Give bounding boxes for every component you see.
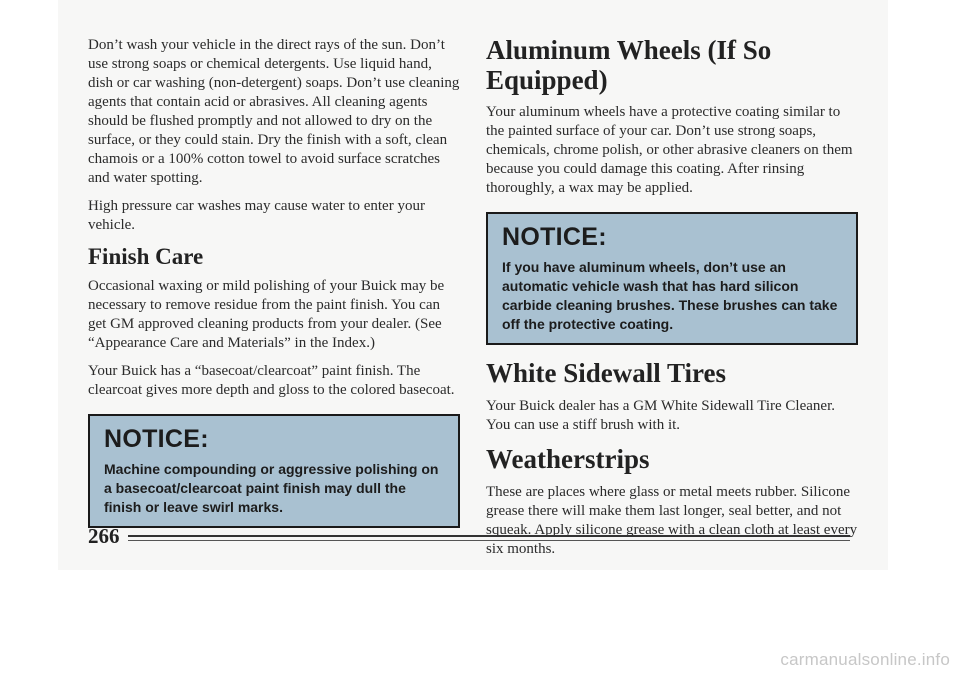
footer-rule bbox=[128, 535, 850, 537]
footer-rule-thin bbox=[128, 540, 850, 541]
paragraph-aluminum-wheels: Your aluminum wheels have a protective coating similar to the painted surface of your car. Don’t use strong soaps, chemicals, chrome polish, or other abrasive cleaners on them because you could damage this coating. After rinsing thoroughly, a wax may be applied. bbox=[486, 104, 853, 197]
watermark-link[interactable]: carmanualsonline.info bbox=[780, 650, 950, 669]
heading-aluminum-wheels: Aluminum Wheels (If So Equipped) bbox=[486, 35, 772, 95]
paragraph-waxing: Occasional waxing or mild polishing of your Buick may be necessary to remove residue from the paint finish. You can get GM approved cleaning products from your dealer. (See “Appearance Care and Materials” in the Index.) bbox=[88, 278, 445, 352]
notice-body: If you have aluminum wheels, don’t use an automatic vehicle wash that has hard silicon carbide cleaning brushes. These brushes can take off the protective coating. bbox=[502, 259, 838, 333]
page-number: 266 bbox=[88, 524, 120, 548]
notice-box-polishing bbox=[88, 414, 460, 528]
right-column bbox=[486, 36, 858, 568]
paragraph-basecoat: Your Buick has a “basecoat/clearcoat” paint finish. The clearcoat gives more depth and gloss to the colored basecoat. bbox=[88, 363, 455, 399]
notice-title: NOTICE: bbox=[104, 425, 209, 454]
left-column bbox=[88, 36, 460, 538]
paragraph-sidewall: Your Buick dealer has a GM White Sidewall Tire Cleaner. You can use a stiff brush with it. bbox=[486, 398, 835, 434]
heading-finish-care: Finish Care bbox=[88, 244, 204, 269]
heading-weatherstrips: Weatherstrips bbox=[486, 444, 650, 475]
paragraph-washing-tips: Don’t wash your vehicle in the direct rays of the sun. Don’t use strong soaps or chemical detergents. Use liquid hand, dish or car washing (non-detergent) soaps. Don’t use cleaning agents that contain acid or abrasives. All cleaning agents should be flushed promptly and not allowed to dry on the surface, or they could stain. Dry the finish with a soft, clean chamois or a 100% cotton towel to avoid surface scratches and water spotting. bbox=[88, 37, 460, 186]
notice-box-aluminum bbox=[486, 212, 858, 345]
heading-white-sidewall-tires: White Sidewall Tires bbox=[486, 358, 727, 389]
paragraph-weatherstrips: These are places where glass or metal meets rubber. Silicone grease there will make them last longer, seal better, and not squeak. Apply silicone grease with a clean cloth at least every six months. bbox=[486, 483, 858, 557]
notice-title: NOTICE: bbox=[502, 223, 607, 252]
paragraph-high-pressure: High pressure car washes may cause water to enter your vehicle. bbox=[88, 198, 425, 233]
notice-body: Machine compounding or aggressive polishing on a basecoat/clearcoat paint finish may dull the finish or leave swirl marks. bbox=[104, 461, 439, 516]
